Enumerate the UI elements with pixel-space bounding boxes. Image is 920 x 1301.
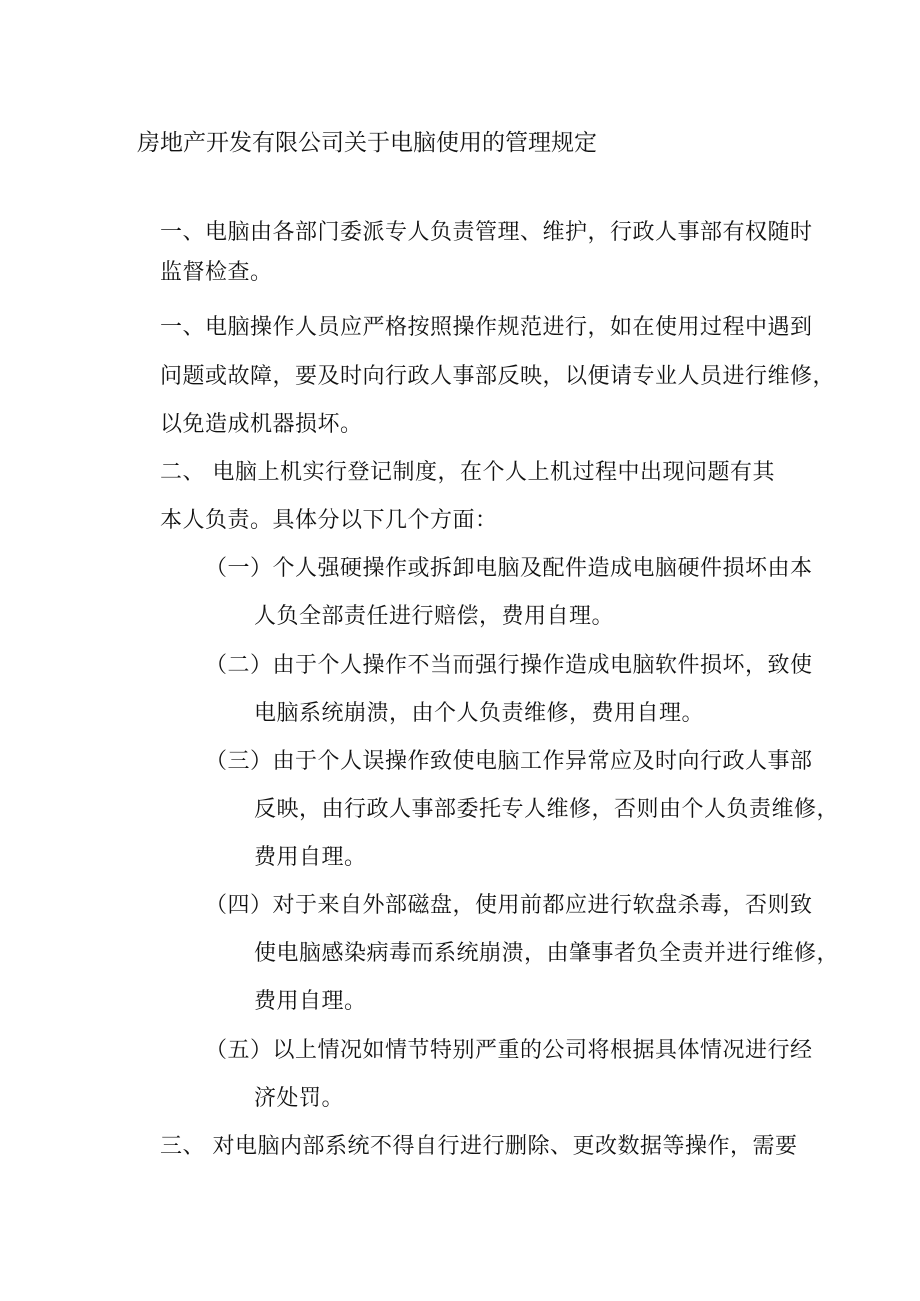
list-item-line: （一）个人强硬操作或拆卸电脑及配件造成电脑硬件损坏由本 bbox=[205, 556, 813, 581]
list-item-line: 人负全部责任进行赔偿，费用自理。 bbox=[254, 604, 615, 629]
paragraph-line: 本人负责。具体分以下几个方面： bbox=[160, 508, 498, 533]
list-item-line: 电脑系统崩溃，由个人负责维修，费用自理。 bbox=[254, 701, 705, 726]
list-item-line: 使电脑感染病毒而系统崩溃，由肇事者负全责并进行维修， bbox=[254, 941, 840, 966]
paragraph-line: 问题或故障，要及时向行政人事部反映，以便请专业人员进行维修， bbox=[160, 364, 836, 389]
list-item-line: （五）以上情况如情节特别严重的公司将根据具体情况进行经 bbox=[205, 1038, 813, 1063]
document-title: 房地产开发有限公司关于电脑使用的管理规定 bbox=[137, 130, 597, 156]
list-item-line: 费用自理。 bbox=[254, 845, 367, 870]
list-item-line: （三）由于个人误操作致使电脑工作异常应及时向行政人事部 bbox=[205, 749, 813, 774]
list-item-line: （四）对于来自外部磁盘，使用前都应进行软盘杀毒，否则致 bbox=[205, 893, 813, 918]
paragraph-line: 一、电脑操作人员应严格按照操作规范进行，如在使用过程中遇到 bbox=[160, 315, 813, 340]
list-item-line: 反映，由行政人事部委托专人维修，否则由个人负责维修， bbox=[254, 797, 840, 822]
list-item-line: 费用自理。 bbox=[254, 989, 367, 1014]
paragraph-line: 三、 对电脑内部系统不得自行进行删除、更改数据等操作，需要 bbox=[160, 1134, 798, 1159]
paragraph-line: 二、 电脑上机实行登记制度，在个人上机过程中出现问题有其 bbox=[160, 460, 775, 485]
paragraph-line: 以免造成机器损坏。 bbox=[160, 412, 363, 437]
paragraph-line: 一、电脑由各部门委派专人负责管理、维护，行政人事部有权随时 bbox=[160, 220, 813, 245]
list-item-line: （二）由于个人操作不当而强行操作造成电脑软件损坏，致使 bbox=[205, 653, 813, 678]
paragraph-line: 监督检查。 bbox=[160, 260, 273, 285]
list-item-line: 济处罚。 bbox=[254, 1086, 345, 1111]
